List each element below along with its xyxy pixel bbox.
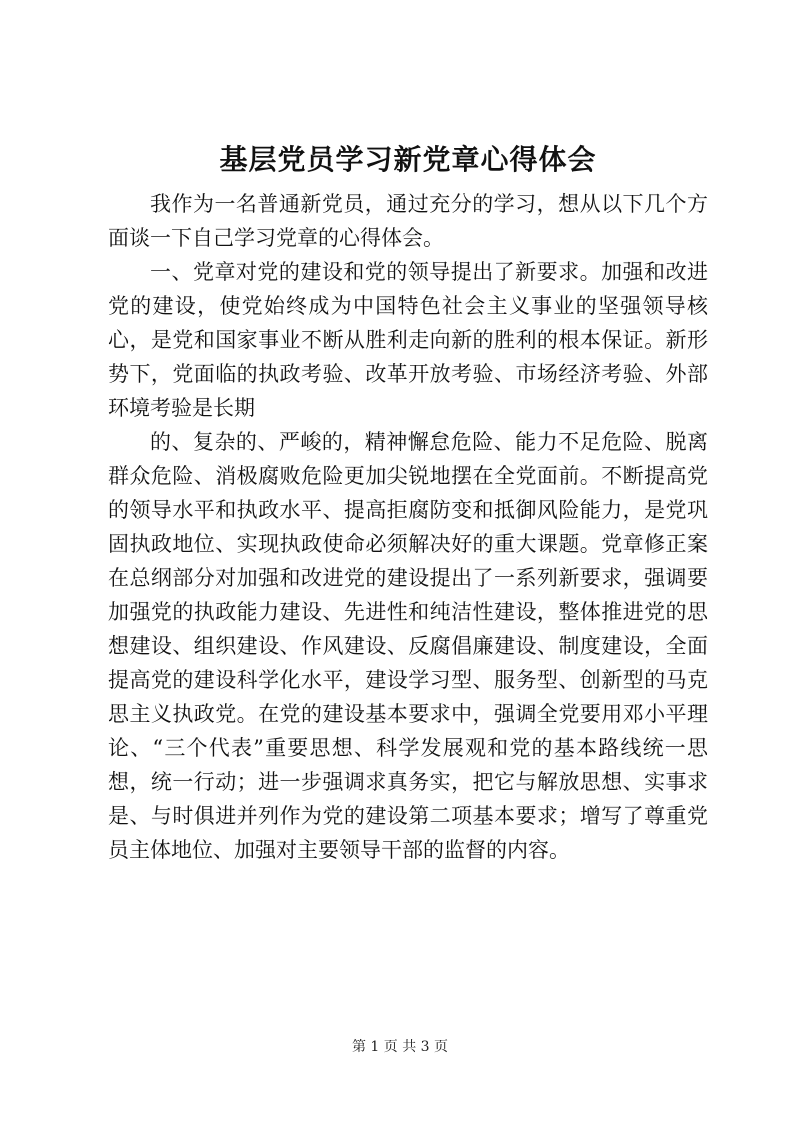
paragraph-section-one: 一、党章对党的建设和党的领导提出了新要求。加强和改进党的建设，使党始终成为中国特色社会主义事业的坚强领导核心，是党和国家事业不断从胜利走向新的胜利的根本保证。新形势下，党面临的执政考验、改革开放考验、市场经济考验、外部环境考验是长期: [108, 260, 708, 420]
paragraph-intro: 我作为一名普通新党员，通过充分的学习，想从以下几个方面谈一下自己学习党章的心得体会。: [108, 192, 708, 250]
paragraph-continuation: 的、复杂的、严峻的，精神懈怠危险、能力不足危险、脱离群众危险、消极腐败危险更加尖锐地摆在全党面前。不断提高党的领导水平和执政水平、提高拒腐防变和抵御风险能力，是党巩固执政地位、实现执政使命必须解决好的重大课题。党章修正案在总纲部分对加强和改进党的建设提出了一系列新要求，强调要加强党的执政能力建设、先进性和纯洁性建设，整体推进党的思想建设、组织建设、作风建设、反腐倡廉建设、制度建设，全面提高党的建设科学化水平，建设学习型、服务型、创新型的马克思主义执政党。在党的建设基本要求中，强调全党要用邓小平理论、“三个代表”重要思想、科学发展观和党的基本路线统一思想，统一行动；进一步强调求真务实，把它与解放思想、实事求是、与时俱进并列作为党的建设第二项基本要求；增写了尊重党员主体地位、加强对主要领导干部的监督的内容。: [108, 430, 708, 862]
document-body: [108, 187, 708, 867]
document-title: 基层党员学习新党章心得体会: [219, 143, 597, 176]
page-footer: 第 1 页 共 3 页: [351, 1039, 449, 1055]
